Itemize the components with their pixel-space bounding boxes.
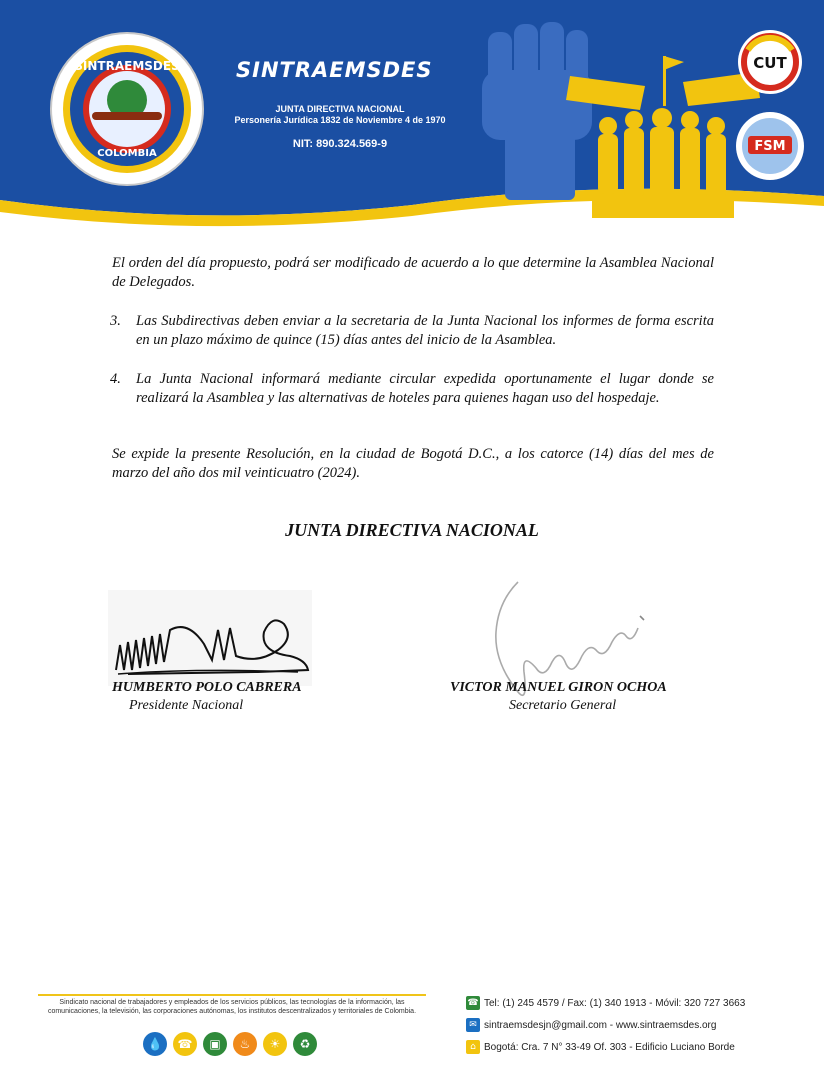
nit-number: NIT: 890.324.569-9 (292, 138, 388, 150)
header-subtitle (230, 104, 450, 126)
signature-heading: JUNTA DIRECTIVA NACIONAL (285, 520, 539, 540)
footer-email (466, 1018, 716, 1032)
item-4-number: 4. (110, 371, 121, 387)
phone-icon: ☎ (467, 998, 479, 1008)
secretary-name: VICTOR MANUEL GIRON OCHOA (450, 680, 667, 695)
president-name: HUMBERTO POLO CABRERA (112, 680, 302, 695)
footer-description: Sindicato nacional de trabajadores y empleados de los servicios públicos, las tecnologías de la información, las comunicaciones, la televisión, las corporaciones autónomas, los institutos descentralizados y territoriales de Colombia. (38, 994, 426, 1016)
logo-text-top: SINTRAEMSDES (74, 59, 180, 73)
logo-text-bottom: COLOMBIA (97, 148, 157, 159)
item-3-number: 3. (110, 313, 121, 329)
address-text: Bogotá: Cra. 7 N° 33-49 Of. 303 - Edificio Luciano Borde (484, 1041, 735, 1053)
brand-name: SINTRAEMSDES (236, 58, 433, 82)
phone-text: Tel: (1) 245 4579 / Fax: (1) 340 1913 - Móvil: 320 727 3663 (484, 997, 746, 1009)
recycle-icon: ♻ (293, 1032, 317, 1056)
cut-badge-text: CUT (753, 54, 787, 72)
closing-paragraph: Se expide la presente Resolución, en la ciudad de Bogotá D.C., a los catorce (14) días del mes de marzo del año dos mil veinticuatro (2024). (112, 446, 714, 481)
service-icons (143, 1032, 317, 1056)
signature-president-image (108, 590, 312, 686)
email-text[interactable]: sintraemsdesjn@gmail.com - www.sintraemsdes.org (484, 1019, 717, 1031)
television-icon: ▣ (203, 1032, 227, 1056)
union-logo-seal (51, 33, 203, 185)
fsm-badge-text: FSM (754, 139, 786, 154)
item-3-text: Las Subdirectivas deben enviar a la secretaria de la Junta Nacional los informes de forma escrita en un plazo máximo de quince (15) días antes del inicio de la Asamblea. (136, 313, 714, 348)
president-role: Presidente Nacional (129, 698, 244, 713)
gas-flame-icon: ♨ (233, 1032, 257, 1056)
letterhead-header (0, 0, 824, 230)
fsm-badge-logo (736, 112, 804, 180)
intro-paragraph: El orden del día propuesto, podrá ser modificado de acuerdo a lo que determine la Asamblea Nacional de Delegados. (112, 255, 714, 290)
telephone-icon: ☎ (173, 1032, 197, 1056)
location-pin-icon: ⌂ (466, 1040, 480, 1054)
board-name: JUNTA DIRECTIVA NACIONAL (275, 104, 405, 114)
item-4-text: La Junta Nacional informará mediante circular expedida oportunamente el lugar donde se realizará la Asamblea y las alternativas de hoteles para quienes hagan uso del hospedaje. (136, 371, 714, 406)
footer-address (466, 1040, 735, 1054)
water-drop-icon: 💧 (143, 1032, 167, 1056)
cut-badge-logo (738, 30, 802, 94)
email-icon: ✉ (466, 1018, 480, 1032)
footer-phone (466, 996, 745, 1010)
legal-registration: Personería Jurídica 1832 de Noviembre 4 de 1970 (234, 115, 446, 125)
secretary-role: Secretario General (509, 698, 617, 713)
light-bulb-icon: ☀ (263, 1032, 287, 1056)
